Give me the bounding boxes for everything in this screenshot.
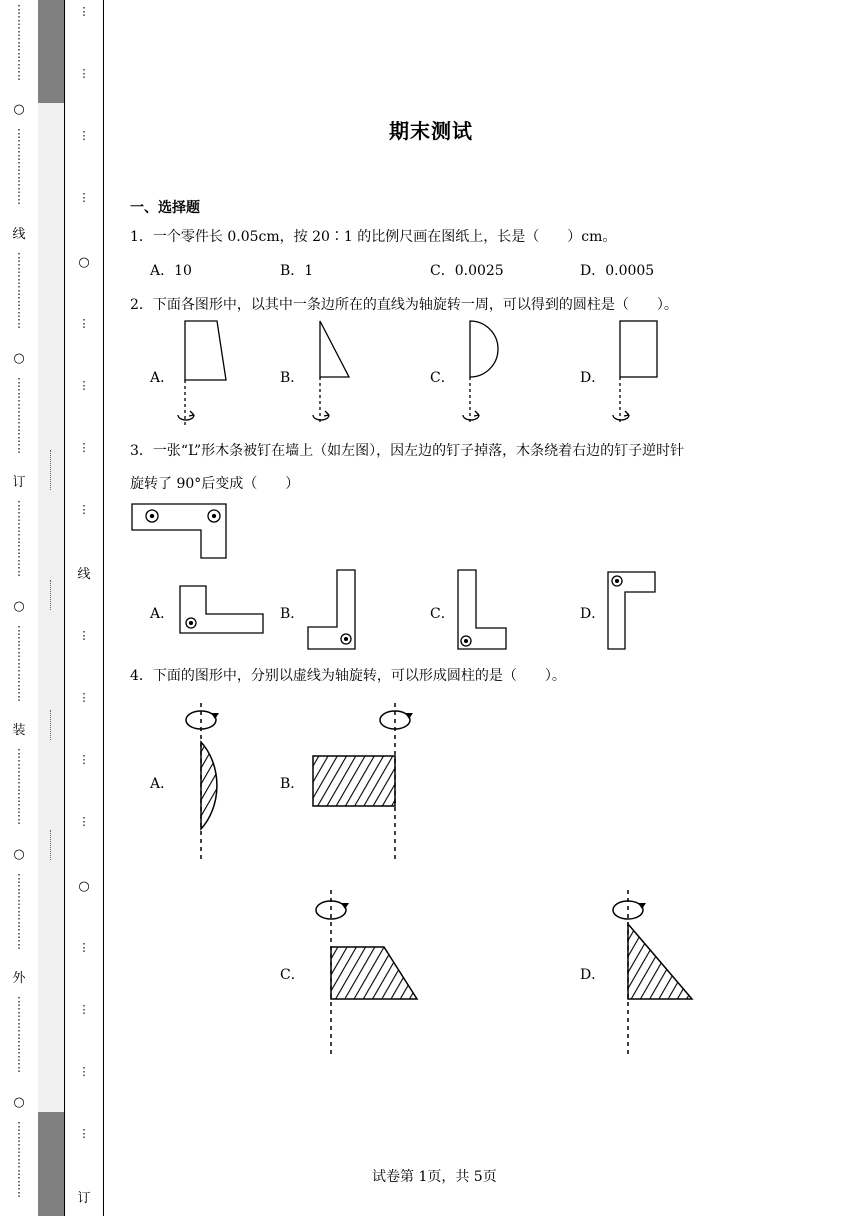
- dark-band-bottom: [38, 1112, 64, 1216]
- question-4: 4．下面的图形中，分别以虚线为轴旋转，可以形成圆柱的是（ ）。: [130, 668, 566, 684]
- q3-reference-l-figure: [132, 504, 226, 558]
- q4-rectangle-figure: [313, 756, 395, 806]
- q2-option-c: C．: [430, 370, 455, 386]
- q2-option-d: D．: [580, 370, 606, 386]
- dotted-line: ⋮: [78, 753, 90, 766]
- rotation-arrow-head: [638, 903, 646, 909]
- dark-band-top: [38, 0, 64, 103]
- q4-option-a: A．: [150, 776, 175, 792]
- exam-page: [104, 0, 860, 1216]
- q1-option-a: A．10: [150, 263, 192, 279]
- dotted-line: ⋮ ⋮ ⋮ ⋮ ⋮ ⋮ ⋮: [13, 624, 25, 703]
- q2-semicircle-figure: [470, 321, 498, 377]
- circle-mark: ○: [13, 1095, 25, 1110]
- q2-rectangle-figure: [620, 321, 657, 377]
- dotted-line: ⋮ ⋮ ⋮ ⋮ ⋮ ⋮ ⋮: [13, 747, 25, 826]
- rotation-arrow-head: [189, 411, 194, 416]
- circle-mark: ○: [13, 847, 25, 862]
- q2-trapezoid-figure: [185, 321, 226, 380]
- section-heading: 一、选择题: [130, 200, 200, 216]
- circle-mark: ○: [78, 255, 90, 270]
- circle-mark: ○: [13, 599, 25, 614]
- page-footer: 试卷第 1页，共 5页: [372, 1169, 497, 1185]
- circle-mark: ○: [13, 102, 25, 117]
- dotted-line: ⋮: [78, 129, 90, 142]
- dotted-line: ⋮: [78, 691, 90, 704]
- dotted-line: ⋮: [78, 1127, 90, 1140]
- binding-label-zhuang: 装: [12, 723, 26, 738]
- dotted-line: ⋮ ⋮ ⋮ ⋮ ⋮ ⋮ ⋮: [13, 872, 25, 951]
- dotted-line: ⋮: [78, 191, 90, 204]
- q1-option-d: D．0.0005: [580, 263, 655, 279]
- q3-option-a-figure: [180, 586, 263, 633]
- rotation-arrow-head: [624, 411, 629, 416]
- binding-label-xian-inner: 线: [77, 567, 91, 582]
- q3-option-b-figure: [308, 570, 355, 649]
- dotted-line: ⋮: [78, 629, 90, 642]
- dotted-line: ⋮ ⋮ ⋮ ⋮ ⋮ ⋮ ⋮: [13, 251, 25, 330]
- binding-label-xian: 线: [12, 227, 26, 242]
- q3-figures: [104, 500, 860, 655]
- q2-figures: [104, 315, 860, 430]
- dotted-line: ⋮: [78, 67, 90, 80]
- q1-option-b: B．1: [280, 263, 314, 279]
- circle-mark: ○: [13, 351, 25, 366]
- circle-mark: ○: [78, 879, 90, 894]
- q3-option-b: B．: [280, 606, 305, 622]
- q4-semicircle-figure: [201, 742, 217, 829]
- rotation-arrow-head: [405, 713, 413, 719]
- question-3-line2: 旋转了 90°后变成（ ）: [130, 476, 300, 492]
- question-1: 1．一个零件长 0.05cm，按 20∶1 的比例尺画在图纸上，长是（ ）cm。: [130, 229, 617, 245]
- dotted-line: ⋮: [78, 941, 90, 954]
- dotted-line: ⋮ ⋮ ⋮ ⋮ ⋮ ⋮ ⋮: [13, 3, 25, 82]
- binding-margin: [0, 0, 104, 1216]
- dotted-line: ⋮: [78, 1003, 90, 1016]
- q2-option-b: B．: [280, 370, 305, 386]
- q4-option-c: C．: [280, 967, 305, 983]
- q3-option-d: D．: [580, 606, 606, 622]
- question-2: 2．下面各图形中，以其中一条边所在的直线为轴旋转一周，可以得到的圆柱是（ ）。: [130, 297, 678, 313]
- q3-option-a: A．: [150, 606, 175, 622]
- faint-dash: [50, 450, 53, 490]
- q4-triangle-figure: [628, 924, 692, 999]
- q3-option-c-figure: [458, 570, 506, 649]
- rotation-arrow-head: [324, 411, 329, 416]
- dotted-line: ⋮: [78, 379, 90, 392]
- dotted-line: ⋮: [78, 815, 90, 828]
- dotted-line: ⋮ ⋮ ⋮ ⋮ ⋮ ⋮ ⋮: [13, 1120, 25, 1199]
- q4-option-b: B．: [280, 776, 305, 792]
- q1-option-c: C．0.0025: [430, 263, 504, 279]
- rotation-arrow-head: [211, 713, 219, 719]
- q2-triangle-figure: [320, 321, 349, 377]
- dotted-line: ⋮ ⋮ ⋮ ⋮ ⋮ ⋮ ⋮: [13, 127, 25, 206]
- dotted-line: ⋮: [78, 317, 90, 330]
- page-title: 期末测试: [389, 119, 473, 143]
- faint-dash: [50, 710, 53, 740]
- q3-option-c: C．: [430, 606, 455, 622]
- dotted-line: ⋮ ⋮ ⋮ ⋮ ⋮ ⋮ ⋮: [13, 499, 25, 578]
- q4-figures: [104, 695, 860, 1065]
- rotation-arrow-head: [474, 411, 479, 416]
- binding-label-ding: 订: [12, 475, 26, 490]
- binding-label-ding-inner: 订: [77, 1191, 91, 1206]
- q3-option-d-figure: [608, 572, 655, 649]
- dotted-line: ⋮ ⋮ ⋮ ⋮ ⋮ ⋮ ⋮: [13, 376, 25, 455]
- dotted-line: ⋮ ⋮ ⋮ ⋮ ⋮ ⋮ ⋮: [13, 995, 25, 1074]
- dotted-line: ⋮: [78, 5, 90, 18]
- dotted-line: ⋮: [78, 1065, 90, 1078]
- rotation-arrow-head: [341, 903, 349, 909]
- q4-option-d: D．: [580, 967, 606, 983]
- q2-option-a: A．: [150, 370, 175, 386]
- question-3-line1: 3．一张“L”形木条被钉在墙上（如左图），因左边的钉子掉落，木条绕着右边的钉子逆时针: [130, 443, 685, 459]
- faint-dash: [50, 830, 53, 860]
- q4-trapezoid-figure: [331, 947, 417, 999]
- dotted-line: ⋮: [78, 441, 90, 454]
- inner-binding-column: [64, 0, 104, 1216]
- gray-band: [38, 0, 64, 1216]
- outer-binding-column: [0, 0, 39, 1216]
- dotted-line: ⋮: [78, 503, 90, 516]
- faint-dash: [50, 580, 53, 610]
- binding-label-wai: 外: [12, 971, 26, 986]
